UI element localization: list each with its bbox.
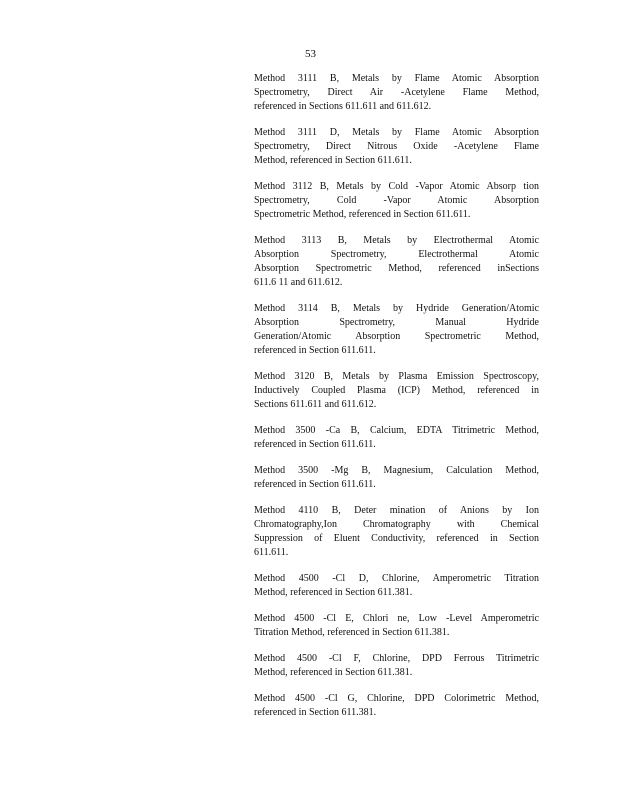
method-entry <box>254 572 539 600</box>
method-entry <box>254 612 539 640</box>
entry-line: Method, referenced in Section 611.381. <box>254 587 413 598</box>
page-number: 53 <box>305 48 316 60</box>
entry-line: referenced in Section 611.611. <box>254 439 376 450</box>
method-entry <box>254 72 539 114</box>
entry-line: Spectrometry, Cold -Vapor Atomic Absorption <box>254 195 539 206</box>
entry-line: referenced in Sections 611.611 and 611.612. <box>254 101 432 112</box>
entry-line: Method, referenced in Section 611.611. <box>254 155 412 166</box>
entry-line: Suppression of Eluent Conductivity, referenced in Section <box>254 533 539 544</box>
method-entry <box>254 234 539 290</box>
method-entry <box>254 126 539 168</box>
method-entry <box>254 302 539 358</box>
method-entry <box>254 464 539 492</box>
entry-line: 611.6 11 and 611.612. <box>254 277 343 288</box>
entry-line: Spectrometry, Direct Nitrous Oxide -Acetylene Flame <box>254 141 539 152</box>
entry-line: referenced in Section 611.381. <box>254 707 377 718</box>
method-entry <box>254 652 539 680</box>
entry-line: Absorption Spectrometric Method, referenced inSections <box>254 263 539 274</box>
entry-line: Spectrometric Method, referenced in Section 611.611. <box>254 209 471 220</box>
entry-line: Method 3113 B, Metals by Electrothermal Atomic <box>254 235 539 246</box>
entry-line: Method 3112 B, Metals by Cold -Vapor Atomic Absorp tion <box>254 181 539 192</box>
entry-line: Method 3111 B, Metals by Flame Atomic Absorption <box>254 73 539 84</box>
entry-line: Spectrometry, Direct Air -Acetylene Flame Method, <box>254 87 539 98</box>
entry-line: Sections 611.611 and 611.612. <box>254 399 377 410</box>
entry-line: Method 4500 -Cl D, Chlorine, Amperometric Titration <box>254 573 539 584</box>
entry-line: Method 3120 B, Metals by Plasma Emission Spectroscopy, <box>254 371 539 382</box>
entry-line: Method 4500 -Cl E, Chlori ne, Low -Level Amperometric <box>254 613 539 624</box>
entry-line: Method 3500 -Ca B, Calcium, EDTA Titrimetric Method, <box>254 425 539 436</box>
method-entry <box>254 180 539 222</box>
entry-line: Generation/Atomic Absorption Spectrometric Method, <box>254 331 539 342</box>
entry-line: Absorption Spectrometry, Manual Hydride <box>254 317 539 328</box>
entry-line: Method 4500 -Cl G, Chlorine, DPD Colorimetric Method, <box>254 693 539 704</box>
entry-line: Method 3111 D, Metals by Flame Atomic Absorption <box>254 127 539 138</box>
entry-line: Method 3500 -Mg B, Magnesium, Calculation Method, <box>254 465 539 476</box>
method-entry <box>254 504 539 560</box>
entry-line: Method, referenced in Section 611.381. <box>254 667 413 678</box>
method-entry <box>254 692 539 720</box>
method-list <box>254 72 539 732</box>
method-entry <box>254 370 539 412</box>
entry-line: Inductively Coupled Plasma (ICP) Method, referenced in <box>254 385 539 396</box>
entry-line: Method 3114 B, Metals by Hydride Generation/Atomic <box>254 303 539 314</box>
entry-line: 611.611. <box>254 547 289 558</box>
entry-line: referenced in Section 611.611. <box>254 479 376 490</box>
entry-line: Method 4500 -Cl F, Chlorine, DPD Ferrous Titrimetric <box>254 653 539 664</box>
entry-line: Titration Method, referenced in Section 611.381. <box>254 627 450 638</box>
entry-line: Chromatography,Ion Chromatography with Chemical <box>254 519 539 530</box>
entry-line: Absorption Spectrometry, Electrothermal Atomic <box>254 249 539 260</box>
method-entry <box>254 424 539 452</box>
entry-line: Method 4110 B, Deter mination of Anions by Ion <box>254 505 539 516</box>
entry-line: referenced in Section 611.611. <box>254 345 376 356</box>
